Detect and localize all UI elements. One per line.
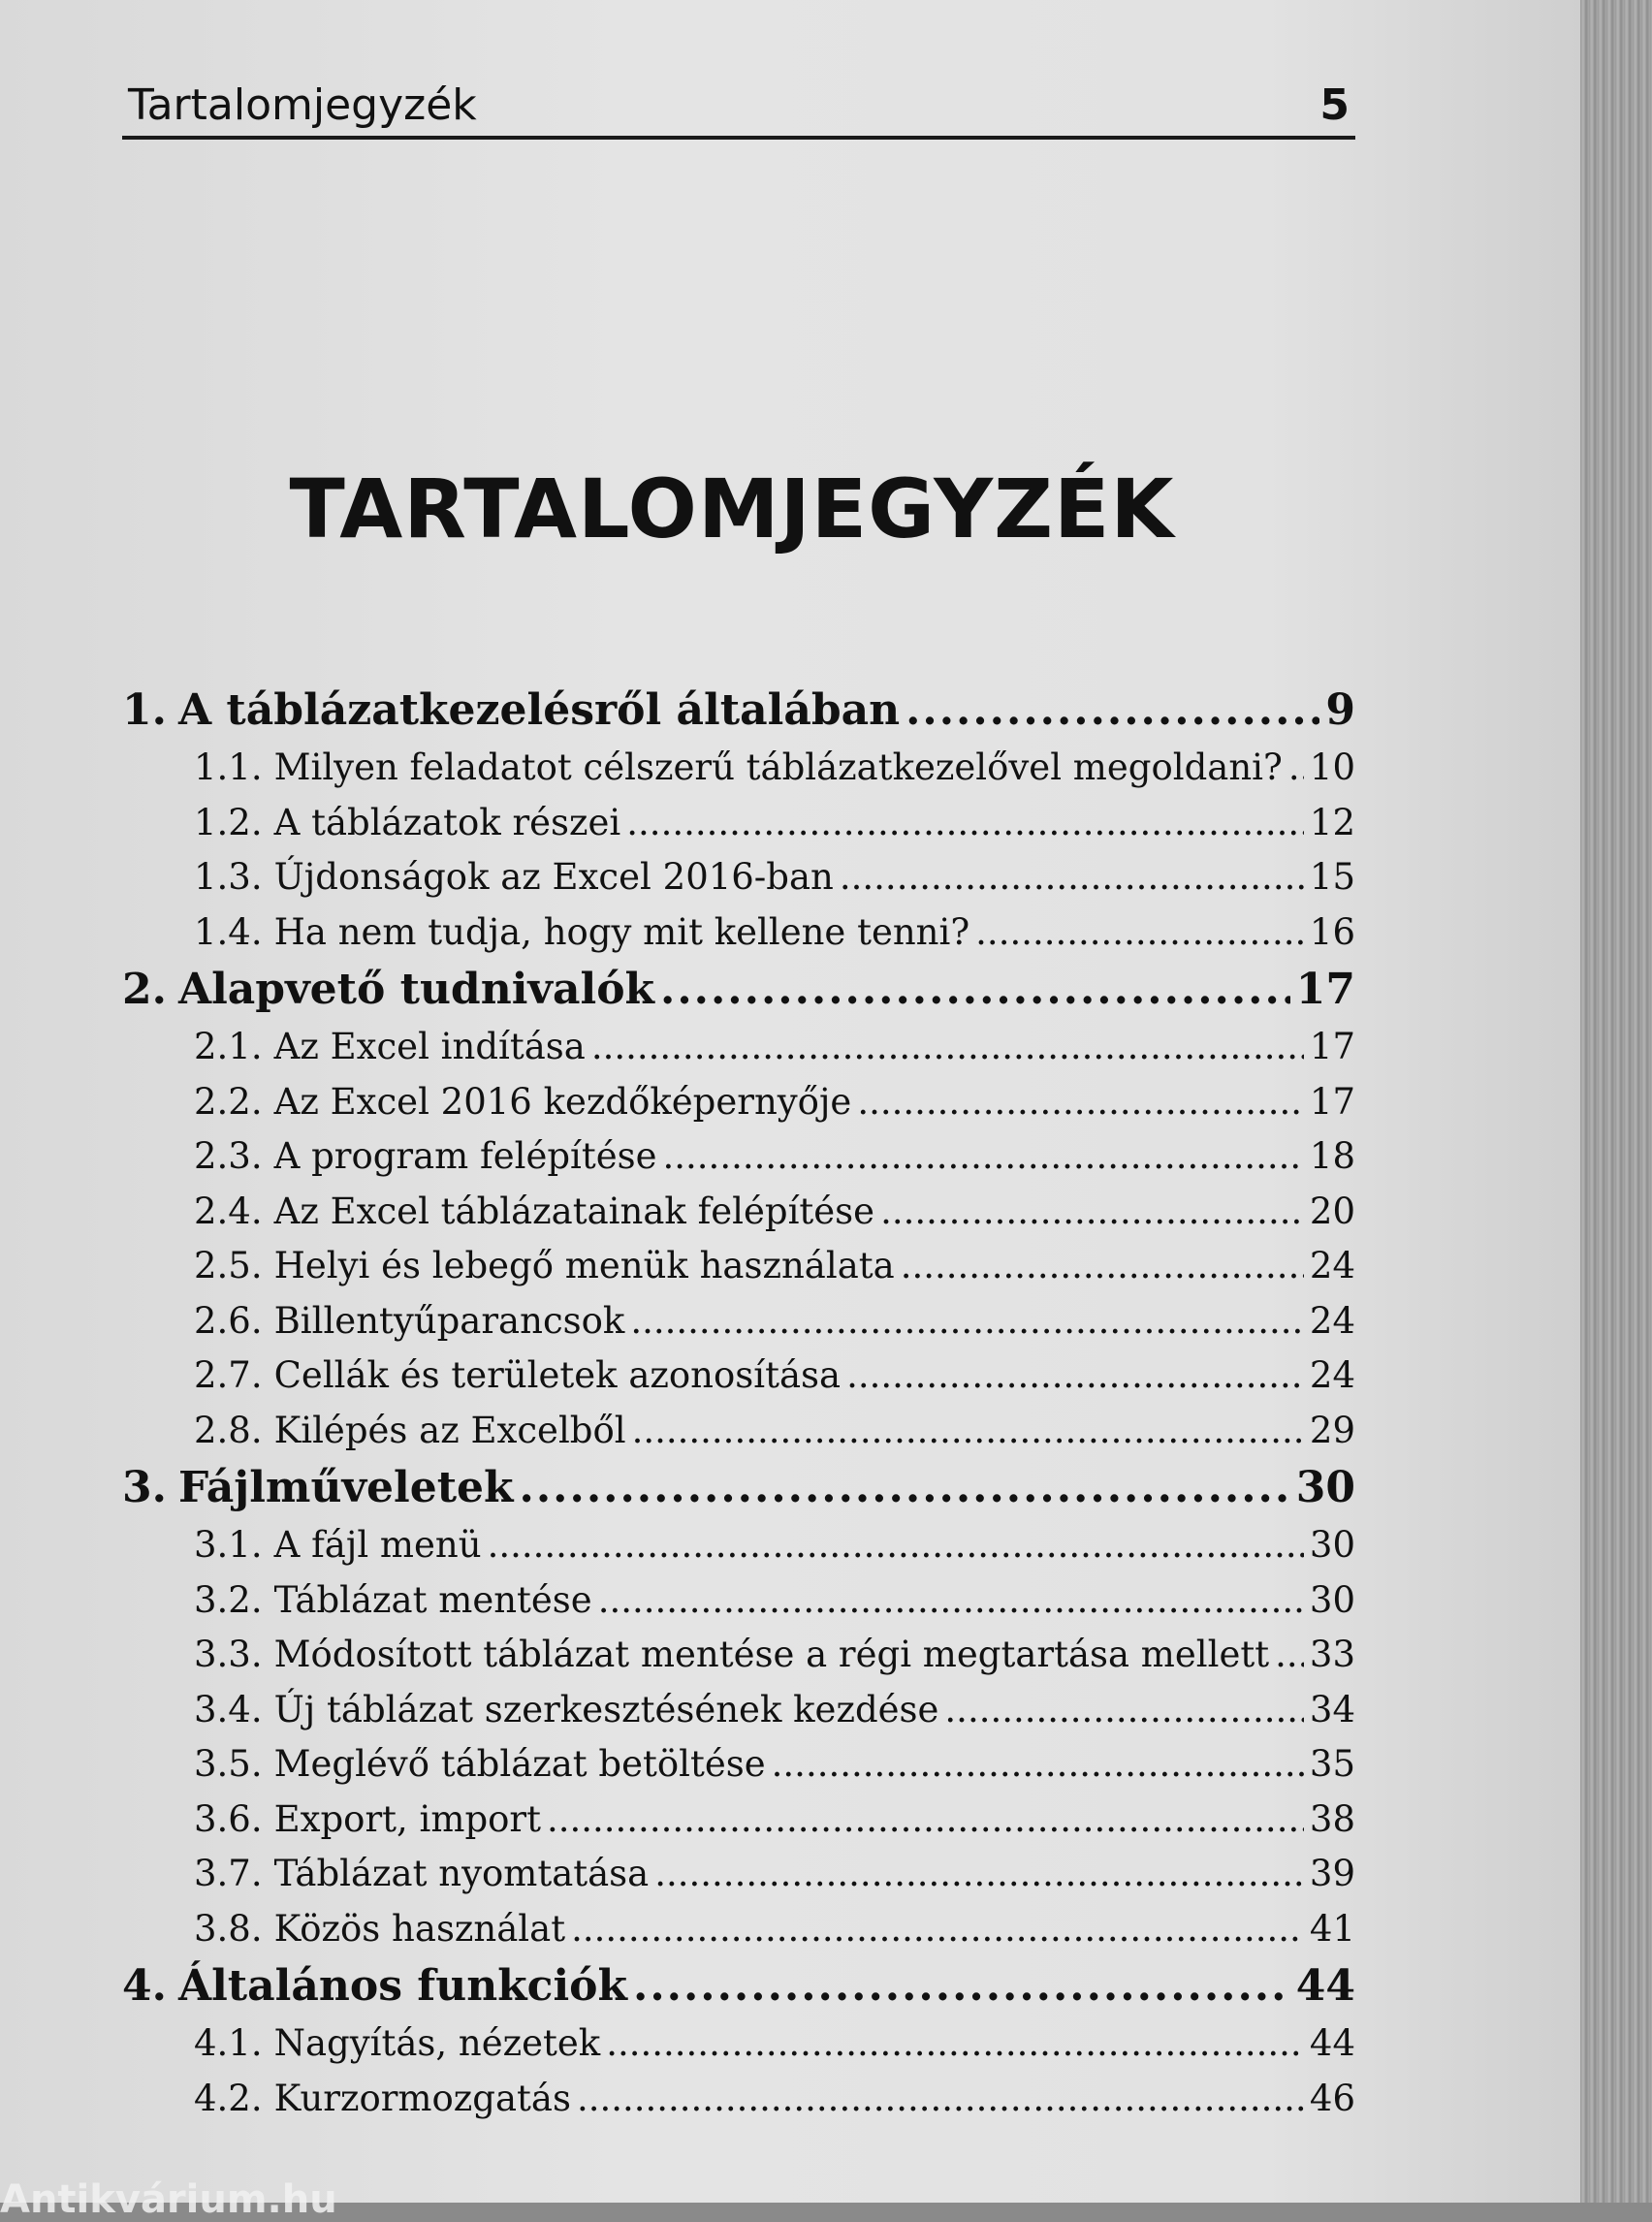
toc-entry-label: Az Excel indítása — [273, 1026, 586, 1067]
toc-entry-number: 2.6. — [194, 1299, 263, 1342]
toc-entry-page: 34 — [1309, 1688, 1355, 1730]
toc-entry-page: 9 — [1325, 685, 1355, 735]
toc-entry-label: Új táblázat szerkesztésének kezdése — [273, 1688, 939, 1730]
toc-entry-number: 2.1. — [194, 1026, 263, 1067]
toc-entry-number: 2.5. — [194, 1245, 263, 1286]
toc-section-entry — [122, 2072, 1355, 2127]
toc-dot-leader — [1288, 741, 1304, 796]
toc-entry-label: Fájlműveletek — [177, 1463, 514, 1512]
toc-entry-number: 1.4. — [194, 910, 263, 953]
toc-section-entry — [122, 1404, 1355, 1459]
toc-entry-page: 17 — [1309, 1026, 1355, 1067]
toc-entry-label: Táblázat nyomtatása — [273, 1853, 650, 1894]
toc-entry-label: Újdonságok az Excel 2016-ban — [273, 856, 834, 898]
toc-section-entry — [122, 1518, 1355, 1573]
toc-entry-number: 3.8. — [194, 1907, 263, 1950]
toc-dot-leader — [547, 1793, 1304, 1848]
toc-entry-page: 30 — [1295, 1463, 1355, 1512]
toc-entry-page: 10 — [1309, 746, 1355, 788]
toc-entry-label: Meglévő táblázat betöltése — [273, 1743, 766, 1785]
toc-section-entry — [122, 1075, 1355, 1130]
toc-dot-leader — [598, 1573, 1304, 1629]
toc-entry-label: Helyi és lebegő menük használata — [273, 1245, 895, 1286]
toc-entry-number: 3. — [122, 1463, 167, 1512]
toc-entry-number: 3.6. — [194, 1797, 263, 1840]
toc-dot-leader — [633, 1956, 1290, 2016]
toc-entry-page: 38 — [1309, 1797, 1355, 1840]
toc-dot-leader — [905, 681, 1319, 741]
toc-entry-number: 4. — [122, 1961, 167, 2011]
toc-entry-number: 3.2. — [194, 1578, 263, 1621]
toc-entry-label: Az Excel táblázatainak felépítése — [273, 1190, 875, 1232]
toc-chapter-entry — [122, 1956, 1355, 2016]
book-spine-edge — [1580, 0, 1652, 2203]
toc-entry-number: 1.1. — [194, 746, 263, 788]
toc-section-entry — [122, 1129, 1355, 1185]
toc-entry-label: A táblázatkezelésről általában — [177, 685, 901, 735]
toc-entry-page: 24 — [1309, 1354, 1355, 1396]
toc-dot-leader — [663, 1129, 1304, 1185]
toc-entry-page: 35 — [1309, 1743, 1355, 1785]
toc-dot-leader — [520, 1458, 1290, 1518]
toc-entry-label: Cellák és területek azonosítása — [273, 1354, 842, 1396]
toc-entry-number: 1. — [122, 685, 167, 735]
toc-entry-page: 46 — [1309, 2077, 1355, 2119]
toc-section-entry — [122, 1683, 1355, 1738]
toc-dot-leader — [660, 960, 1290, 1020]
toc-entry-page: 16 — [1309, 910, 1355, 953]
toc-entry-page: 12 — [1309, 801, 1355, 843]
toc-section-entry — [122, 905, 1355, 961]
toc-entry-number: 2.3. — [194, 1135, 263, 1177]
toc-dot-leader — [857, 1075, 1304, 1130]
toc-entry-number: 3.5. — [194, 1743, 263, 1785]
toc-entry-number: 4.1. — [194, 2022, 263, 2064]
toc-dot-leader — [591, 1020, 1304, 1075]
toc-section-entry — [122, 1902, 1355, 1957]
toc-entry-number: 3.4. — [194, 1688, 263, 1730]
toc-dot-leader — [901, 1239, 1304, 1294]
toc-entry-number: 1.3. — [194, 856, 263, 898]
toc-dot-leader — [1275, 1628, 1304, 1683]
toc-dot-leader — [975, 905, 1304, 961]
toc-chapter-entry — [122, 960, 1355, 1020]
toc-entry-page: 20 — [1309, 1190, 1355, 1232]
toc-entry-label: Általános funkciók — [177, 1961, 628, 2011]
toc-entry-page: 24 — [1309, 1245, 1355, 1286]
toc-entry-page: 17 — [1295, 965, 1355, 1014]
toc-dot-leader — [626, 796, 1304, 851]
toc-entry-label: A táblázatok részei — [273, 801, 621, 843]
page-title: TARTALOMJEGYZÉK — [289, 461, 1175, 556]
toc-section-entry — [122, 1239, 1355, 1294]
toc-dot-leader — [772, 1737, 1304, 1793]
table-of-contents — [122, 681, 1355, 2126]
toc-section-entry — [122, 1185, 1355, 1240]
toc-entry-number: 1.2. — [194, 801, 263, 843]
toc-entry-label: A fájl menü — [273, 1524, 482, 1566]
toc-entry-page: 15 — [1309, 856, 1355, 898]
toc-dot-leader — [577, 2072, 1304, 2127]
toc-dot-leader — [944, 1683, 1303, 1738]
toc-section-entry — [122, 1737, 1355, 1793]
toc-entry-label: Billentyűparancsok — [273, 1299, 625, 1342]
toc-entry-page: 44 — [1309, 2022, 1355, 2064]
toc-chapter-entry — [122, 681, 1355, 741]
toc-section-entry — [122, 1793, 1355, 1848]
toc-entry-label: Nagyítás, nézetek — [273, 2022, 601, 2064]
running-header-page-number: 5 — [1319, 80, 1350, 130]
toc-dot-leader — [846, 1349, 1304, 1404]
toc-entry-number: 4.2. — [194, 2077, 263, 2119]
toc-section-entry — [122, 741, 1355, 796]
toc-dot-leader — [840, 850, 1304, 905]
toc-dot-leader — [630, 1294, 1304, 1349]
running-header-title: Tartalomjegyzék — [128, 80, 477, 130]
toc-dot-leader — [606, 2016, 1304, 2072]
toc-section-entry — [122, 1573, 1355, 1629]
toc-entry-label: Táblázat mentése — [273, 1578, 592, 1621]
toc-entry-label: Alapvető tudnivalók — [177, 965, 655, 1014]
toc-section-entry — [122, 1020, 1355, 1075]
toc-entry-number: 3.3. — [194, 1634, 263, 1675]
running-header — [122, 68, 1355, 140]
toc-entry-page: 24 — [1309, 1299, 1355, 1342]
toc-dot-leader — [488, 1518, 1304, 1573]
toc-entry-label: Közös használat — [273, 1907, 566, 1950]
toc-entry-page: 44 — [1295, 1961, 1355, 2011]
toc-section-entry — [122, 1294, 1355, 1349]
toc-entry-page: 17 — [1309, 1080, 1355, 1123]
toc-entry-page: 33 — [1309, 1634, 1355, 1675]
toc-section-entry — [122, 1847, 1355, 1902]
toc-entry-page: 18 — [1309, 1135, 1355, 1177]
toc-entry-page: 39 — [1309, 1853, 1355, 1894]
toc-entry-number: 3.1. — [194, 1524, 263, 1566]
toc-entry-label: Ha nem tudja, hogy mit kellene tenni? — [273, 910, 970, 953]
toc-entry-label: A program felépítése — [273, 1135, 657, 1177]
toc-section-entry — [122, 1628, 1355, 1683]
toc-entry-number: 2.7. — [194, 1354, 263, 1396]
toc-dot-leader — [654, 1847, 1304, 1902]
toc-section-entry — [122, 1349, 1355, 1404]
toc-section-entry — [122, 796, 1355, 851]
toc-entry-label: Milyen feladatot célszerű táblázatkezelővel megoldani? — [273, 746, 1283, 788]
toc-entry-label: Export, import — [273, 1797, 541, 1840]
toc-entry-number: 2.8. — [194, 1409, 263, 1451]
toc-entry-page: 29 — [1309, 1409, 1355, 1451]
toc-entry-number: 2.4. — [194, 1190, 263, 1232]
toc-entry-number: 2. — [122, 965, 167, 1014]
watermark-text: Antikvárium.hu — [0, 2177, 337, 2222]
toc-entry-label: Kurzormozgatás — [273, 2077, 571, 2119]
toc-entry-label: Az Excel 2016 kezdőképernyője — [273, 1080, 852, 1123]
toc-entry-label: Kilépés az Excelből — [273, 1409, 626, 1451]
toc-entry-number: 3.7. — [194, 1853, 263, 1894]
toc-section-entry — [122, 850, 1355, 905]
toc-chapter-entry — [122, 1458, 1355, 1518]
toc-entry-page: 41 — [1309, 1907, 1355, 1950]
toc-dot-leader — [880, 1185, 1304, 1240]
toc-dot-leader — [571, 1902, 1304, 1957]
toc-section-entry — [122, 2016, 1355, 2072]
toc-entry-page: 30 — [1309, 1578, 1355, 1621]
toc-entry-number: 2.2. — [194, 1080, 263, 1123]
toc-dot-leader — [632, 1404, 1304, 1459]
toc-entry-label: Módosított táblázat mentése a régi megtartása mellett — [273, 1634, 1270, 1675]
toc-entry-page: 30 — [1309, 1524, 1355, 1566]
